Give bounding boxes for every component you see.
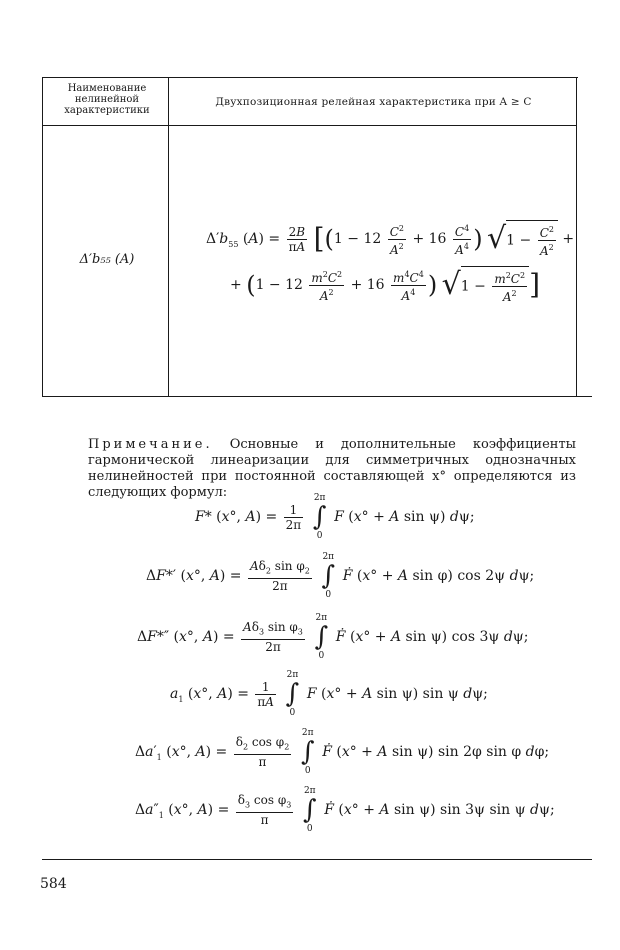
- page-number: 584: [40, 876, 67, 892]
- table-formula-line-1: $\Delta'b_{55}$ (A) = $\frac{2B}{\pi A}$ [(1 − 12 $\frac{C^2}{A^2}$ + 16 $\frac{C^4}{A^4}$ ) √1 − $\frac{C^2}{A^2}$ +: [206, 221, 575, 258]
- table-row-label: Δ′b₅₅ (A): [79, 252, 135, 267]
- formula-1: F* (x°, A) = $\frac{1}{2\pi}$ 2π ∫ 0 F (x° + A sin ψ) dψ;: [195, 493, 475, 541]
- formula-2: ΔF*′ (x°, A) = $\frac{A\delta_2 \sin \varphi_2}{2\pi}$ 2π ∫ 0 Ḟ (x° + A sin φ) cos 2ψ dψ;: [146, 552, 535, 600]
- table-header-right: Двухпозиционная релейная характеристика при A ≥ C: [215, 96, 532, 108]
- table-header-left: Наименование нелинейной характеристики: [64, 83, 150, 116]
- formula-5: $\Delta a'_1$ (x°, A) = $\frac{\delta_2 \cos \varphi_2}{\pi}$ 2π ∫ 0 Ḟ (x° + A sin ψ) sin 2φ sin φ dφ;: [135, 728, 550, 776]
- table-header-rule: [42, 125, 576, 126]
- table-formula-line-2: + (1 − 12 $\frac{m^2C^2}{A^2}$ + 16 $\frac{m^4C^4}{A^4}$ ) √1 − $\frac{m^2C^2}{A^2}$ ]: [230, 267, 541, 304]
- note-paragraph: [88, 437, 576, 501]
- table-top-rule: [42, 77, 578, 78]
- formula-4: $a_1$ (x°, A) = $\frac{1}{\pi A}$ 2π ∫ 0 F (x° + A sin ψ) sin ψ dψ;: [170, 670, 488, 718]
- table-right-border: [576, 77, 577, 397]
- footer-rule: [42, 859, 592, 860]
- note-text: Основные и дополнительные коэффициенты гармонической линеаризации для симметричных однозначных нелинейностей при постоянной составляющей x° определяются из следующих формул:: [88, 437, 576, 500]
- table-bottom-rule: [42, 396, 592, 397]
- formula-3: ΔF*″ (x°, A) = $\frac{A\delta_3 \sin \varphi_3}{2\pi}$ 2π ∫ 0 Ḟ (x° + A sin ψ) cos 3ψ dψ;: [137, 613, 529, 661]
- note-title: Примечание.: [88, 437, 213, 452]
- formula-6: $\Delta a''_1$ (x°, A) = $\frac{\delta_3 \cos \varphi_3}{\pi}$ 2π ∫ 0 Ḟ (x° + A sin ψ) sin 3ψ sin ψ dψ;: [135, 786, 555, 834]
